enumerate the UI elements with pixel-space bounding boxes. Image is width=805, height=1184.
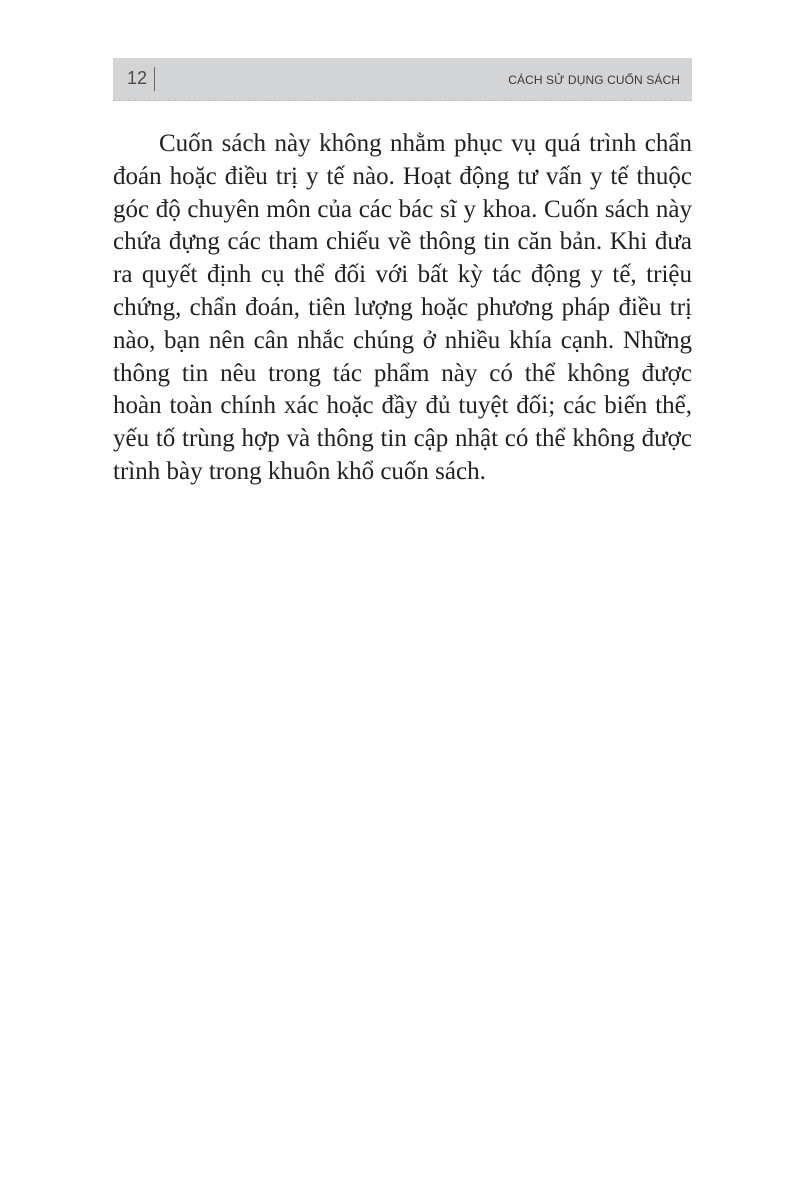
text-line: ra quyết định cụ thể đối với bất kỳ tác động y tế, triệu [113, 261, 692, 289]
header-divider [154, 67, 155, 91]
text-line: yếu tố trùng hợp và thông tin cập nhật có thể không được [113, 425, 692, 453]
text-line: trình bày trong khuôn khổ cuốn sách. [113, 457, 486, 485]
page-header [113, 58, 692, 101]
text-line: góc độ chuyên môn của các bác sĩ y khoa. Cuốn sách này [113, 195, 692, 223]
text-line: chứng, chẩn đoán, tiên lượng hoặc phương pháp điều trị [113, 293, 692, 321]
text-line: thông tin nêu trong tác phẩm này có thể không được [113, 359, 692, 387]
page-number: 12 [127, 68, 148, 88]
text-line: chứa đựng các tham chiếu về thông tin căn bản. Khi đưa [113, 228, 692, 256]
text-line: hoàn toàn chính xác hoặc đầy đủ tuyệt đối; các biến thể, [113, 392, 692, 420]
text-line: đoán hoặc điều trị y tế nào. Hoạt động tư vấn y tế thuộc [113, 162, 692, 190]
text-line: nào, bạn nên cân nhắc chúng ở nhiều khía cạnh. Những [113, 326, 692, 354]
text-line: Cuốn sách này không nhằm phục vụ quá trình chẩn [159, 130, 692, 157]
body-paragraph [113, 128, 692, 489]
running-title: CÁCH SỬ DỤNG CUỐN SÁCH [508, 73, 680, 87]
